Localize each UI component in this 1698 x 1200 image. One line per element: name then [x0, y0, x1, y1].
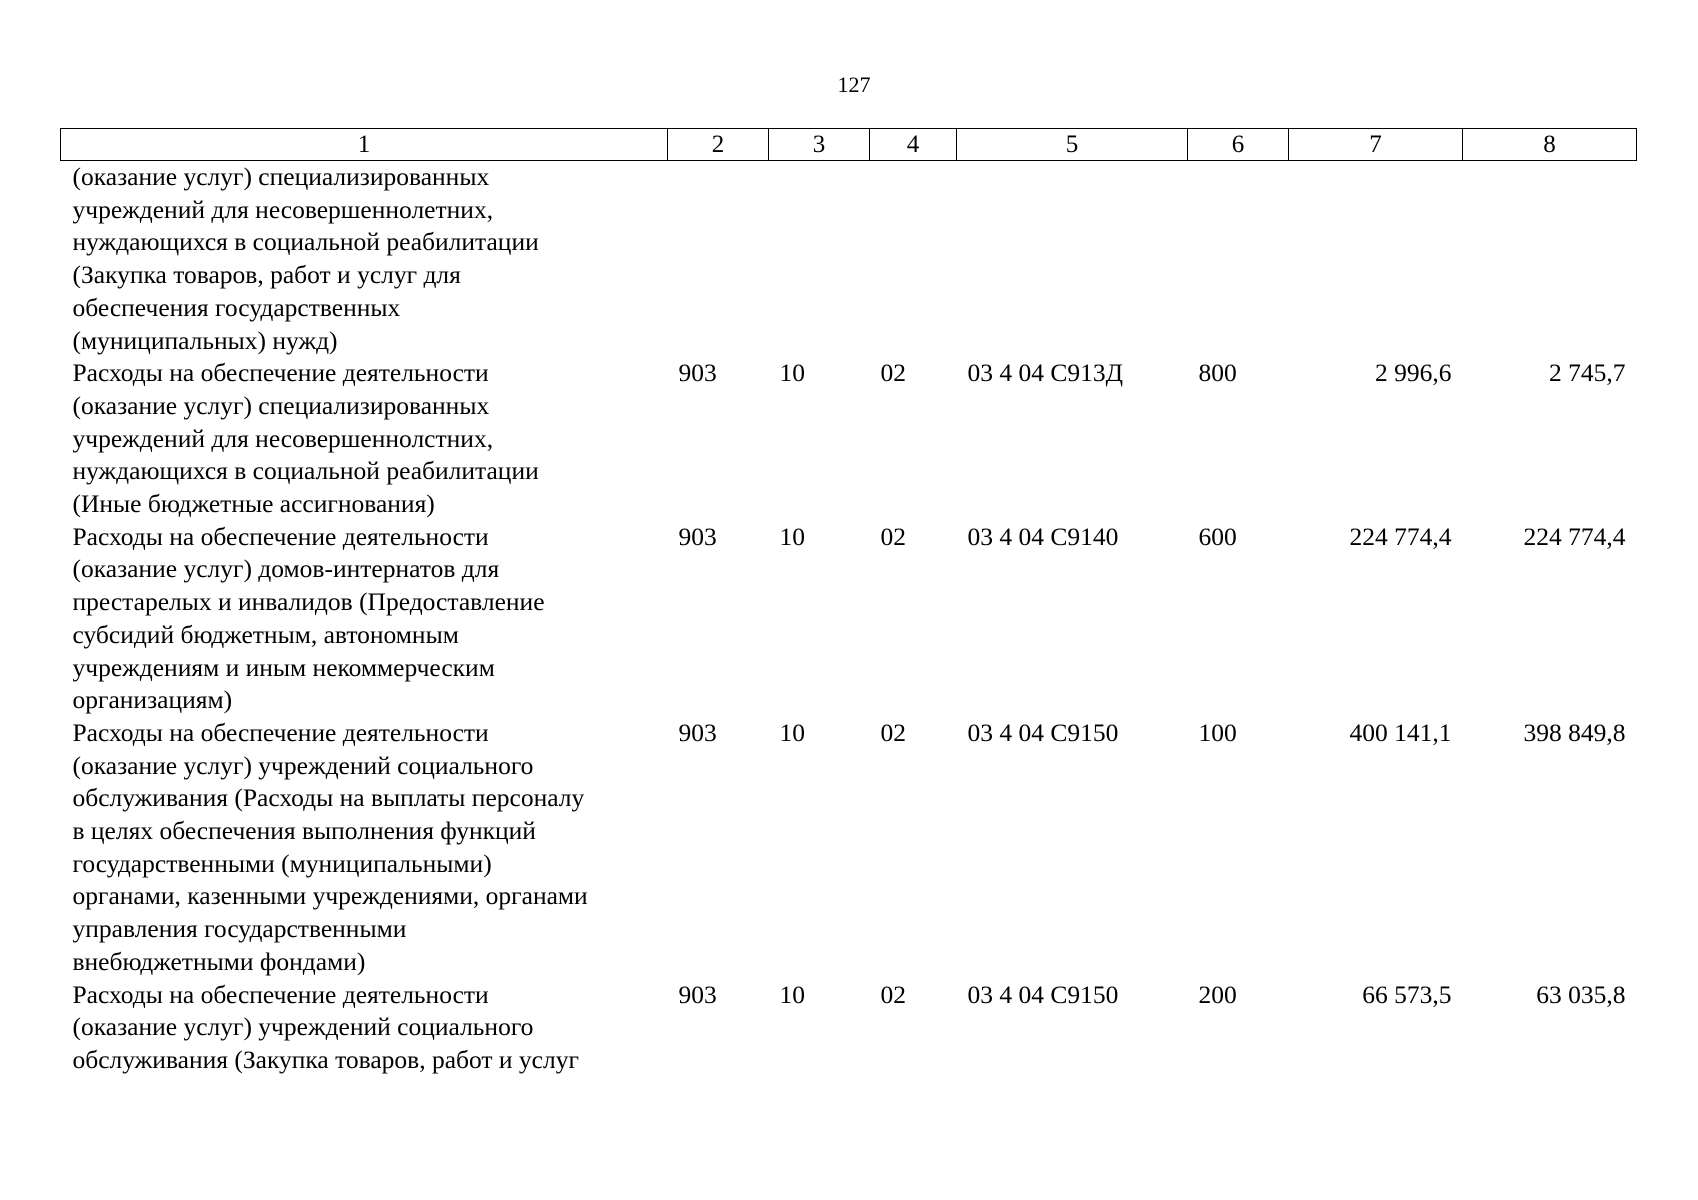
row-ministry-code: 903 — [678, 979, 717, 1009]
row-ministry-code: 903 — [678, 521, 717, 551]
row-ministry-code — [668, 161, 769, 358]
table-row — [61, 357, 1637, 521]
row-expense-type: 800 — [1198, 358, 1237, 388]
table-row — [61, 161, 1637, 358]
row-target-code: 03 4 04 С913Д — [967, 358, 1124, 388]
row-ministry-code: 903 — [678, 358, 717, 388]
header-row — [61, 129, 1637, 161]
column-header-8: 8 — [1463, 129, 1637, 161]
row-section-code: 10 — [779, 358, 805, 388]
row-section-code — [769, 161, 870, 358]
column-header-5: 5 — [957, 129, 1188, 161]
row-amount-col7 — [1289, 161, 1463, 358]
row-subsection-code: 02 — [880, 358, 906, 388]
row-amount-col7: 224 774,4 — [1349, 521, 1452, 551]
column-header-7: 7 — [1289, 129, 1463, 161]
table-body — [61, 161, 1637, 1077]
row-amount-col7: 2 996,6 — [1375, 358, 1452, 388]
column-header-1: 1 — [61, 129, 668, 161]
column-header-6: 6 — [1188, 129, 1289, 161]
row-amount-col8: 2 745,7 — [1549, 358, 1626, 388]
row-target-code: 03 4 04 С9150 — [967, 979, 1119, 1009]
row-amount-col8: 224 774,4 — [1523, 521, 1626, 551]
row-target-code: 03 4 04 С9140 — [967, 521, 1119, 551]
row-description: Расходы на обеспечение деятельности (оказание услуг) учреждений социального обслуживания (Расходы на выплаты персоналу в целях обеспечения выполнения функций государственными (муниципальными) органами, казенными учреждениями, органами управления государственными внебюджетными фондами) — [72, 717, 588, 976]
row-subsection-code: 02 — [880, 979, 906, 1009]
row-expense-type: 100 — [1198, 717, 1237, 747]
page-number: 127 — [837, 72, 871, 97]
row-description: (оказание услуг) специализированных учреждений для несовершеннолетних, нуждающихся в социальной реабилитации (Закупка товаров, работ и услуг для обеспечения государственных (муниципальных) нужд) — [72, 162, 539, 355]
row-target-code — [957, 161, 1188, 358]
row-ministry-code: 903 — [678, 717, 717, 747]
row-amount-col7: 400 141,1 — [1349, 717, 1452, 747]
row-expense-type: 200 — [1198, 979, 1237, 1009]
row-section-code: 10 — [779, 521, 805, 551]
row-subsection-code: 02 — [880, 717, 906, 747]
column-header-3: 3 — [769, 129, 870, 161]
row-section-code: 10 — [779, 979, 805, 1009]
table-header — [61, 129, 1637, 161]
row-target-code: 03 4 04 С9150 — [967, 717, 1119, 747]
row-amount-col8: 63 035,8 — [1536, 979, 1626, 1009]
row-subsection-code: 02 — [880, 521, 906, 551]
row-amount-col8: 398 849,8 — [1523, 717, 1626, 747]
row-description: Расходы на обеспечение деятельности (оказание услуг) домов-интернатов для престарелых и инвалидов (Предоставление субсидий бюджетным, автономным учреждениям и иным некоммерческим организациям) — [72, 521, 545, 715]
row-amount-col7: 66 573,5 — [1362, 979, 1452, 1009]
row-expense-type: 600 — [1198, 521, 1237, 551]
table-row — [61, 979, 1637, 1077]
row-amount-col8 — [1463, 161, 1637, 358]
row-expense-type — [1188, 161, 1289, 358]
row-section-code: 10 — [779, 717, 805, 747]
table-row — [61, 717, 1637, 979]
table-row — [61, 521, 1637, 717]
budget-table — [60, 128, 1637, 1077]
row-subsection-code — [870, 161, 957, 358]
column-header-2: 2 — [668, 129, 769, 161]
column-header-4: 4 — [870, 129, 957, 161]
row-description: Расходы на обеспечение деятельности (оказание услуг) учреждений социального обслуживания (Закупка товаров, работ и услуг — [72, 979, 579, 1074]
row-description: Расходы на обеспечение деятельности (оказание услуг) специализированных учреждений для несовершеннолстних, нуждающихся в социальной реабилитации (Иные бюджетные ассигнования) — [72, 358, 539, 519]
